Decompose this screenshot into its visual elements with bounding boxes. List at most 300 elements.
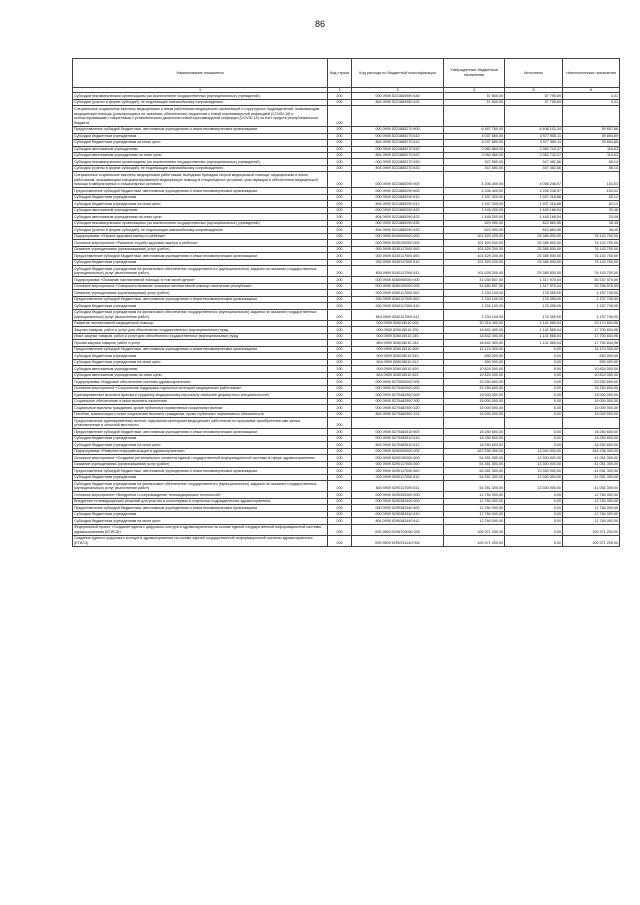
row-name-cell: Субсидии бюджетным учреждениям bbox=[73, 435, 328, 441]
row-kbk-cell: 804 0909 526015010 622 bbox=[352, 372, 444, 378]
table-row bbox=[73, 266, 620, 277]
row-executed-cell: 2 082 743,37 bbox=[505, 152, 563, 158]
row-unexecuted-cell: 41 051 300,00 bbox=[563, 468, 620, 474]
row-name-cell: Предоставление субсидий бюджетным, автономным учреждениям и иным некоммерческим организациям bbox=[73, 127, 328, 133]
row-code-cell: 200 bbox=[328, 418, 352, 429]
row-approved-cell: 101 529 200,00 bbox=[444, 246, 505, 252]
row-approved-cell: 4 037 850,00 bbox=[444, 140, 505, 146]
row-code-cell: 200 bbox=[328, 385, 352, 391]
row-code-cell: 200 bbox=[328, 303, 352, 309]
row-code-cell: 200 bbox=[328, 429, 352, 435]
table-row bbox=[73, 309, 620, 320]
row-executed-cell: 13 300 000,00 bbox=[505, 481, 563, 492]
row-unexecuted-cell: 4,31 bbox=[563, 99, 620, 105]
row-code-cell: 200 bbox=[328, 214, 352, 220]
row-name-cell: Развитие паллиативной медицинской помощи bbox=[73, 320, 328, 326]
row-code-cell: 200 bbox=[328, 448, 352, 454]
row-executed-cell: 0,00 bbox=[505, 411, 563, 417]
row-executed-cell: 1 141 565,04 bbox=[505, 327, 563, 333]
row-kbk-cell: 000 0909 5221885290 000 bbox=[352, 172, 444, 188]
row-approved-cell: 15 000 000,00 bbox=[444, 405, 505, 411]
row-name-cell: Субсидии бюджетным учреждениям bbox=[73, 194, 328, 200]
row-name-cell: Субсидии автономным учреждениям bbox=[73, 146, 328, 152]
row-kbk-cell: 000 0909 5290383440 000 bbox=[352, 498, 444, 504]
row-kbk-cell: 000 0909 5270483510 610 bbox=[352, 435, 444, 441]
row-executed-cell: 0,00 bbox=[505, 442, 563, 448]
row-name-cell: Специальные социальные выплаты медицинским и иным работникам медицинских организаций и структурных подразделений, оказывающим медицинскую помощь (участвующим в ее оказании, обеспечении) пациентам с новой коронавирусной инфекцией (COVID-19) и контактировавшим с пациентами с установленным диагнозом новой коронавирусной инфекции (COVID-19) за счет средств республиканского бюджета bbox=[73, 106, 328, 127]
row-approved-cell: 1 937 300,00 bbox=[444, 194, 505, 200]
row-unexecuted-cell: 650 000,00 bbox=[563, 359, 620, 365]
row-unexecuted-cell: 4,31 bbox=[563, 93, 620, 99]
row-code-cell: 200 bbox=[328, 146, 352, 152]
row-approved-cell: 12 784 000,00 bbox=[444, 505, 505, 511]
row-code-cell: 200 bbox=[328, 498, 352, 504]
row-code-cell: 200 bbox=[328, 207, 352, 213]
row-unexecuted-cell: 41 051 300,00 bbox=[563, 481, 620, 492]
row-kbk-cell: 804 0909 5290117000 611 bbox=[352, 481, 444, 492]
row-executed-cell: 13 300 000,00 bbox=[505, 455, 563, 461]
row-executed-cell: 0,00 bbox=[505, 435, 563, 441]
column-number: 1 bbox=[73, 87, 328, 93]
row-approved-cell: 15 000 000,00 bbox=[444, 398, 505, 404]
column-number: 4 bbox=[444, 87, 505, 93]
row-code-cell: 200 bbox=[328, 327, 352, 333]
row-executed-cell: 4 056 246,97 bbox=[505, 172, 563, 188]
row-kbk-cell: 000 0909 5221885270 600 bbox=[352, 127, 444, 133]
row-approved-cell: 31 650 507,00 bbox=[444, 283, 505, 289]
row-kbk-cell: 804 0909 5221885270 612 bbox=[352, 140, 444, 146]
row-name-cell: Закупка товаров, работ и услуг для обеспечения государственных (муниципальных) нужд bbox=[73, 327, 328, 333]
row-code-cell: 200 bbox=[328, 133, 352, 139]
row-kbk-cell: 000 0909 5221884950 630 bbox=[352, 93, 444, 99]
row-name-cell: Социальные выплаты гражданам, кроме публичных нормативных социальных выплат bbox=[73, 405, 328, 411]
row-executed-cell: 0,00 bbox=[505, 405, 563, 411]
row-code-cell: 200 bbox=[328, 536, 352, 547]
row-kbk-cell: 000 0909 5270482900 300 bbox=[352, 398, 444, 404]
table-header-row bbox=[73, 59, 620, 88]
row-approved-cell: 4 206 400,00 bbox=[444, 188, 505, 194]
row-approved-cell: 1 334 100,00 bbox=[444, 303, 505, 309]
row-approved-cell: 347 550,00 bbox=[444, 165, 505, 171]
row-approved-cell: 4 037 850,00 bbox=[444, 133, 505, 139]
row-name-cell: Прочая закупка товаров, работ и услуг bbox=[73, 340, 328, 346]
row-executed-cell: 1 937 216,88 bbox=[505, 194, 563, 200]
row-kbk-cell: 000 0909 5240117000 600 bbox=[352, 253, 444, 259]
row-name-cell: Субсидии бюджетным учреждениям на иные цели bbox=[73, 442, 328, 448]
row-kbk-cell: 804 0909 526015010 244 bbox=[352, 340, 444, 346]
row-code-cell: 200 bbox=[328, 411, 352, 417]
row-kbk-cell: 000 0909 5221885290 620 bbox=[352, 207, 444, 213]
row-approved-cell: 823 900,00 bbox=[444, 220, 505, 226]
row-name-cell: Субсидии бюджетным учреждениям bbox=[73, 353, 328, 359]
row-name-cell: Внедрение телемедицинских решений для участия в консилиумах в отдельных подразделениях здравоохранения bbox=[73, 498, 328, 504]
row-executed-cell: 2 082 743,37 bbox=[505, 146, 563, 152]
row-kbk-cell: 000 0909 5221885290 610 bbox=[352, 194, 444, 200]
row-kbk-cell: 000 0909 5270400000 000 bbox=[352, 385, 444, 391]
row-code-cell: 200 bbox=[328, 455, 352, 461]
row-unexecuted-cell: 12 784 000,00 bbox=[563, 492, 620, 498]
row-approved-cell: 650 000,00 bbox=[444, 359, 505, 365]
row-name-cell: Субсидии автономным учреждениям bbox=[73, 366, 328, 372]
table-row bbox=[73, 172, 620, 188]
row-executed-cell: 0,00 bbox=[505, 518, 563, 524]
row-executed-cell: 0,00 bbox=[505, 372, 563, 378]
row-kbk-cell: 000 0909 5240000000 000 bbox=[352, 233, 444, 239]
row-name-cell: Подпрограмма «Развитие информатизации в здравоохранении» bbox=[73, 448, 328, 454]
row-kbk-cell: 000 0909 5260117000 600 bbox=[352, 296, 444, 302]
row-kbk-cell: 000 0909 5260100000 000 bbox=[352, 283, 444, 289]
row-unexecuted-cell bbox=[563, 106, 620, 127]
budget-execution-table bbox=[72, 58, 620, 547]
row-approved-cell: 54 351 300,00 bbox=[444, 461, 505, 467]
row-approved-cell: 54 351 300,00 bbox=[444, 468, 505, 474]
row-kbk-cell: 000 0909 529N700000 000 bbox=[352, 524, 444, 535]
row-executed-cell: 1 445 166,54 bbox=[505, 207, 563, 213]
row-code-cell: 200 bbox=[328, 511, 352, 517]
row-kbk-cell: 000 0909 5290100000 000 bbox=[352, 455, 444, 461]
row-code-cell: 200 bbox=[328, 106, 352, 127]
row-unexecuted-cell: 18 250 600,00 bbox=[563, 435, 620, 441]
row-name-cell: Субсидии автономным учреждениям на иные цели bbox=[73, 214, 328, 220]
row-code-cell: 200 bbox=[328, 505, 352, 511]
row-code-cell: 200 bbox=[328, 442, 352, 448]
column-number: 3 bbox=[352, 87, 444, 93]
row-name-cell: Субсидии некоммерческим организациям (за исключением государственных (муниципальных) учреждений) bbox=[73, 220, 328, 226]
row-executed-cell: 176 355,00 bbox=[505, 290, 563, 296]
row-executed-cell: 13 300 000,00 bbox=[505, 474, 563, 480]
row-approved-cell: 1 334 100,00 bbox=[444, 290, 505, 296]
row-approved-cell: 18 250 600,00 bbox=[444, 429, 505, 435]
row-name-cell: Основное мероприятие «Развитие службы здоровья матери и ребенка» bbox=[73, 240, 328, 246]
row-name-cell: Специальные социальные выплаты медицинским работникам, выездным бригадам скорой медицинской помощи, медицинским и иным работникам, оказывающим специализированную медицинскую помощь в стационарных условиях, участвующим в обеспечении медицинской помощи в амбулаторных и стационарных условиях bbox=[73, 172, 328, 188]
row-approved-cell: 4 206 400,00 bbox=[444, 172, 505, 188]
row-name-cell: Основное мероприятие «Совершенствование оказания паллиативной помощи населению республики» bbox=[73, 283, 328, 289]
row-unexecuted-cell: 76 143 700,00 bbox=[563, 253, 620, 259]
row-unexecuted-cell: 83,12 bbox=[563, 201, 620, 207]
row-approved-cell: 1 937 300,00 bbox=[444, 201, 505, 207]
row-kbk-cell bbox=[352, 418, 444, 429]
page-number: 86 bbox=[314, 19, 325, 29]
row-unexecuted-cell: 41 051 300,00 bbox=[563, 455, 620, 461]
row-name-cell: Создание единого цифрового контура в здравоохранении на основе единой государственной информационной системы здравоохранения (ЕГИСЗ) bbox=[73, 536, 328, 547]
column-number: 5 bbox=[505, 87, 563, 93]
row-code-cell: 200 bbox=[328, 492, 352, 498]
row-approved-cell: 6 467 760,00 bbox=[444, 127, 505, 133]
row-name-cell: Субсидии бюджетным учреждениям bbox=[73, 511, 328, 517]
row-approved-cell: 10 824 000,00 bbox=[444, 366, 505, 372]
row-executed-cell: 13 300 000,00 bbox=[505, 468, 563, 474]
row-approved-cell: 33 250 600,00 bbox=[444, 385, 505, 391]
table-row bbox=[73, 418, 620, 429]
row-kbk-cell: 000 0909 5221885270 620 bbox=[352, 146, 444, 152]
row-executed-cell: 57 795,69 bbox=[505, 99, 563, 105]
row-unexecuted-cell: 59 894,89 bbox=[563, 140, 620, 146]
row-code-cell: 200 bbox=[328, 188, 352, 194]
row-unexecuted-cell: 18 250 600,00 bbox=[563, 429, 620, 435]
row-approved-cell: 31 030 507,00 bbox=[444, 277, 505, 283]
row-name-cell: Иные закупки товаров, работ и услуг для обеспечения государственных (муниципальных) нужд bbox=[73, 333, 328, 339]
row-unexecuted-cell: 33,46 bbox=[563, 214, 620, 220]
row-kbk-cell: 804 0909 5221885290 612 bbox=[352, 201, 444, 207]
row-approved-cell: 2 082 860,00 bbox=[444, 152, 505, 158]
row-kbk-cell: 000 0909 5260000000 000 bbox=[352, 277, 444, 283]
row-code-cell: 200 bbox=[328, 518, 352, 524]
row-unexecuted-cell: 154 236 300,00 bbox=[563, 448, 620, 454]
row-unexecuted-cell: 83,12 bbox=[563, 194, 620, 200]
row-code-cell: 200 bbox=[328, 194, 352, 200]
row-code-cell: 200 bbox=[328, 481, 352, 492]
row-code-cell: 200 bbox=[328, 435, 352, 441]
row-name-cell: Субсидии автономным учреждениям bbox=[73, 207, 328, 213]
row-kbk-cell: 000 0909 5290300000 000 bbox=[352, 492, 444, 498]
row-unexecuted-cell: 56,14 bbox=[563, 159, 620, 165]
row-unexecuted-cell: 15 000 000,00 bbox=[563, 411, 620, 417]
row-approved-cell bbox=[444, 106, 505, 127]
row-kbk-cell: 000 0909 529N751140 000 bbox=[352, 536, 444, 547]
row-unexecuted-cell: 153,03 bbox=[563, 172, 620, 188]
row-approved-cell: 1 445 200,00 bbox=[444, 207, 505, 213]
row-approved-cell: 650 000,00 bbox=[444, 353, 505, 359]
row-unexecuted-cell: 18 250 600,00 bbox=[563, 442, 620, 448]
row-approved-cell: 101 529 200,00 bbox=[444, 266, 505, 277]
row-code-cell: 200 bbox=[328, 277, 352, 283]
row-kbk-cell: 000 0909 526015010 240 bbox=[352, 333, 444, 339]
row-executed-cell: 0,00 bbox=[505, 359, 563, 365]
row-name-cell: Субсидии бюджетным учреждениям на иные цели bbox=[73, 140, 328, 146]
row-executed-cell: 0,00 bbox=[505, 379, 563, 385]
row-kbk-cell: 000 0909 5290117000 000 bbox=[352, 461, 444, 467]
row-name-cell: Субсидии автономным учреждениям на иные цели bbox=[73, 372, 328, 378]
row-unexecuted-cell: 15 000 000,00 bbox=[563, 392, 620, 398]
row-kbk-cell: 000 0909 5270483510 600 bbox=[352, 429, 444, 435]
row-executed-cell: 3 977 955,11 bbox=[505, 133, 563, 139]
row-kbk-cell: 000 0909 5290383440 600 bbox=[352, 505, 444, 511]
row-name-cell: Предоставление субсидий бюджетным, автономным учреждениям и иным некоммерческим организациям bbox=[73, 188, 328, 194]
row-approved-cell: 10 824 000,00 bbox=[444, 372, 505, 378]
row-executed-cell: 6 408 101,34 bbox=[505, 127, 563, 133]
row-approved-cell: 2 082 860,00 bbox=[444, 146, 505, 152]
row-unexecuted-cell: 17 700 834,96 bbox=[563, 333, 620, 339]
row-unexecuted-cell: 11 474 000,00 bbox=[563, 346, 620, 352]
row-executed-cell: 823 863,55 bbox=[505, 227, 563, 233]
row-approved-cell: 167 536 300,00 bbox=[444, 448, 505, 454]
row-code-cell: 200 bbox=[328, 283, 352, 289]
row-code-cell: 200 bbox=[328, 93, 352, 99]
row-unexecuted-cell: 153,03 bbox=[563, 188, 620, 194]
row-kbk-cell: 000 0909 526015010 200 bbox=[352, 327, 444, 333]
row-executed-cell: 1 937 216,88 bbox=[505, 201, 563, 207]
row-kbk-cell: 000 0909 526015010 610 bbox=[352, 353, 444, 359]
row-executed-cell: 25 385 500,00 bbox=[505, 233, 563, 239]
row-unexecuted-cell: 76 143 700,00 bbox=[563, 266, 620, 277]
row-name-cell: Субсидии (гранты в форме субсидий), не подлежащие казначейскому сопровождению bbox=[73, 99, 328, 105]
row-approved-cell: 15 000 000,00 bbox=[444, 411, 505, 417]
row-kbk-cell: 000 0909 526015010 000 bbox=[352, 320, 444, 326]
row-unexecuted-cell: 116,63 bbox=[563, 152, 620, 158]
row-code-cell: 200 bbox=[328, 346, 352, 352]
row-unexecuted-cell: 33 250 600,00 bbox=[563, 385, 620, 391]
row-approved-cell: 18 842 400,00 bbox=[444, 327, 505, 333]
row-approved-cell: 18 250 600,00 bbox=[444, 442, 505, 448]
row-executed-cell: 1 141 565,04 bbox=[505, 320, 563, 326]
row-approved-cell: 100 371 200,00 bbox=[444, 524, 505, 535]
row-executed-cell: 13 300 000,00 bbox=[505, 448, 563, 454]
row-code-cell: 200 bbox=[328, 240, 352, 246]
row-name-cell: Субсидии некоммерческим организациям (за исключением государственных (муниципальных) учреждений) bbox=[73, 159, 328, 165]
row-code-cell: 200 bbox=[328, 99, 352, 105]
row-code-cell: 200 bbox=[328, 253, 352, 259]
row-executed-cell: 25 385 500,00 bbox=[505, 246, 563, 252]
row-kbk-cell: 000 0909 5270482900 000 bbox=[352, 392, 444, 398]
row-name-cell: Субсидии (гранты в форме субсидий), не подлежащие казначейскому сопровождению bbox=[73, 165, 328, 171]
row-approved-cell: 1 445 200,00 bbox=[444, 214, 505, 220]
row-kbk-cell: 000 0909 5290117000 610 bbox=[352, 474, 444, 480]
row-code-cell: 200 bbox=[328, 392, 352, 398]
row-approved-cell: 15 000 000,00 bbox=[444, 392, 505, 398]
row-unexecuted-cell: 41 051 300,00 bbox=[563, 461, 620, 467]
row-kbk-cell: 804 0909 5221885270 633 bbox=[352, 165, 444, 171]
row-code-cell: 200 bbox=[328, 333, 352, 339]
row-code-cell: 200 bbox=[328, 379, 352, 385]
row-approved-cell: 11 474 000,00 bbox=[444, 346, 505, 352]
row-approved-cell: 54 351 300,00 bbox=[444, 455, 505, 461]
row-unexecuted-cell: 1 157 745,00 bbox=[563, 290, 620, 296]
row-approved-cell: 1 334 100,00 bbox=[444, 296, 505, 302]
row-kbk-cell: 000 0909 5290117000 600 bbox=[352, 468, 444, 474]
row-name-cell: Субсидии (гранты в форме субсидий), не подлежащие казначейскому сопровождению bbox=[73, 227, 328, 233]
row-kbk-cell: 000 0909 5270482900 320 bbox=[352, 405, 444, 411]
row-executed-cell: 0,00 bbox=[505, 511, 563, 517]
row-code-cell: 200 bbox=[328, 266, 352, 277]
row-code-cell: 200 bbox=[328, 259, 352, 265]
header-executed: Исполнено bbox=[505, 59, 563, 88]
row-unexecuted-cell: 33,46 bbox=[563, 207, 620, 213]
row-unexecuted-cell: 41 051 300,00 bbox=[563, 474, 620, 480]
row-approved-cell: 347 550,00 bbox=[444, 159, 505, 165]
row-unexecuted-cell bbox=[563, 418, 620, 429]
row-executed-cell: 0,00 bbox=[505, 524, 563, 535]
table-row bbox=[73, 536, 620, 547]
row-code-cell: 200 bbox=[328, 227, 352, 233]
row-approved-cell: 12 784 000,00 bbox=[444, 498, 505, 504]
header-approved: Утвержденные бюджетные назначения bbox=[444, 59, 505, 88]
row-name-cell: Оказание учреждениями (организациями) услуг (работ) bbox=[73, 246, 328, 252]
table-row bbox=[73, 106, 620, 127]
row-kbk-cell: 000 0909 5221885290 600 bbox=[352, 188, 444, 194]
row-name-cell: Основное мероприятие «Внедрение и сопровождение телемедицинских технологий» bbox=[73, 492, 328, 498]
row-kbk-cell: 000 0909 526015010 620 bbox=[352, 366, 444, 372]
header-name: Наименование показателя bbox=[73, 59, 328, 88]
row-kbk-cell: 804 0909 5221885290 622 bbox=[352, 214, 444, 220]
table-row bbox=[73, 481, 620, 492]
row-executed-cell: 347 482,86 bbox=[505, 159, 563, 165]
row-name-cell: Пособия, компенсации и иные социальные выплаты гражданам, кроме публичных нормативных обязательств bbox=[73, 411, 328, 417]
row-kbk-cell: 804 0909 5260117000 611 bbox=[352, 309, 444, 320]
row-name-cell: Оказание учреждениями (организациями) услуг (работ) bbox=[73, 461, 328, 467]
row-kbk-cell: 000 0909 5270000000 000 bbox=[352, 379, 444, 385]
row-code-cell: 200 bbox=[328, 290, 352, 296]
row-code-cell: 200 bbox=[328, 233, 352, 239]
row-name-cell: Предоставление субсидий бюджетным, автономным учреждениям и иным некоммерческим организациям bbox=[73, 296, 328, 302]
row-kbk-cell bbox=[352, 106, 444, 127]
row-approved-cell: 1 334 100,00 bbox=[444, 309, 505, 320]
row-name-cell: Субсидии бюджетным учреждениям bbox=[73, 303, 328, 309]
row-executed-cell: 0,00 bbox=[505, 385, 563, 391]
header-unexecuted: Неисполненные назначения bbox=[563, 59, 620, 88]
row-unexecuted-cell: 12 784 000,00 bbox=[563, 505, 620, 511]
row-unexecuted-cell: 17 700 834,96 bbox=[563, 327, 620, 333]
row-code-cell: 200 bbox=[328, 201, 352, 207]
row-name-cell: Основное мероприятие «Создание регионального сегмента единой государственной информационной системы в сфере здравоохранения» bbox=[73, 455, 328, 461]
row-unexecuted-cell: 76 143 700,00 bbox=[563, 246, 620, 252]
row-name-cell: Субсидии бюджетным учреждениям на иные цели bbox=[73, 201, 328, 207]
row-code-cell: 200 bbox=[328, 372, 352, 378]
row-code-cell: 200 bbox=[328, 353, 352, 359]
row-approved-cell: 18 842 400,00 bbox=[444, 333, 505, 339]
row-kbk-cell: 000 0909 5240117000 000 bbox=[352, 246, 444, 252]
row-executed-cell: 176 355,00 bbox=[505, 296, 563, 302]
row-kbk-cell: 000 0909 5260117000 000 bbox=[352, 290, 444, 296]
row-unexecuted-cell: 33 250 600,00 bbox=[563, 379, 620, 385]
column-number: 6 bbox=[563, 87, 620, 93]
row-kbk-cell: 804 0909 5221885290 633 bbox=[352, 227, 444, 233]
row-kbk-cell: 000 0909 5221885290 630 bbox=[352, 220, 444, 226]
row-executed-cell: 1 317 970,04 bbox=[505, 277, 563, 283]
row-approved-cell: 18 842 400,00 bbox=[444, 340, 505, 346]
row-executed-cell: 1 445 166,54 bbox=[505, 214, 563, 220]
row-kbk-cell: 804 0909 5221884950 633 bbox=[352, 99, 444, 105]
row-kbk-cell: 804 0909 526015010 612 bbox=[352, 359, 444, 365]
row-code-cell: 200 bbox=[328, 340, 352, 346]
row-unexecuted-cell: 10 824 000,00 bbox=[563, 372, 620, 378]
row-name-cell: Предоставление единовременных выплат отдельным категориям медицинских работников по программе приобретения ими жилья, установленные в сельской местности bbox=[73, 418, 328, 429]
row-code-cell: 200 bbox=[328, 220, 352, 226]
row-approved-cell: 57 800,00 bbox=[444, 99, 505, 105]
row-executed-cell: 0,00 bbox=[505, 398, 563, 404]
row-code-cell: 200 bbox=[328, 152, 352, 158]
row-code-cell: 200 bbox=[328, 246, 352, 252]
row-code-cell: 200 bbox=[328, 140, 352, 146]
row-approved-cell: 101 529 200,00 bbox=[444, 259, 505, 265]
row-kbk-cell: 804 0909 5270483510 612 bbox=[352, 442, 444, 448]
row-kbk-cell: 804 0909 5221885270 622 bbox=[352, 152, 444, 158]
row-kbk-cell: 000 0909 5221885270 630 bbox=[352, 159, 444, 165]
row-approved-cell: 12 784 000,00 bbox=[444, 518, 505, 524]
row-unexecuted-cell: 10 824 000,00 bbox=[563, 366, 620, 372]
row-approved-cell bbox=[444, 418, 505, 429]
row-executed-cell: 176 355,00 bbox=[505, 303, 563, 309]
row-unexecuted-cell: 15 000 000,00 bbox=[563, 405, 620, 411]
row-approved-cell: 33 250 600,00 bbox=[444, 379, 505, 385]
row-executed-cell: 0,00 bbox=[505, 366, 563, 372]
header-code: Код строки bbox=[328, 59, 352, 88]
row-name-cell: Предоставление субсидий бюджетным, автономным учреждениям и иным некоммерческим организациям bbox=[73, 468, 328, 474]
row-unexecuted-cell: 100 371 200,00 bbox=[563, 524, 620, 535]
row-executed-cell: 1 317 970,04 bbox=[505, 283, 563, 289]
row-kbk-cell: 000 0909 5290383440 610 bbox=[352, 511, 444, 517]
row-approved-cell: 12 784 000,00 bbox=[444, 511, 505, 517]
row-code-cell: 200 bbox=[328, 359, 352, 365]
header-kbk: Код расхода по бюджетной классификации bbox=[352, 59, 444, 88]
row-approved-cell: 101 529 200,00 bbox=[444, 253, 505, 259]
row-executed-cell bbox=[505, 106, 563, 127]
row-code-cell: 200 bbox=[328, 296, 352, 302]
row-name-cell: Субсидии бюджетным учреждениям на финансовое обеспечение государственного (муниципального) задания на оказание государственных (муниципальных) услуг (выполнение работ) bbox=[73, 266, 328, 277]
row-unexecuted-cell: 76 143 700,00 bbox=[563, 240, 620, 246]
row-approved-cell: 101 529 200,00 bbox=[444, 233, 505, 239]
row-unexecuted-cell: 12 784 000,00 bbox=[563, 498, 620, 504]
row-kbk-cell: 804 0909 5270482900 321 bbox=[352, 411, 444, 417]
